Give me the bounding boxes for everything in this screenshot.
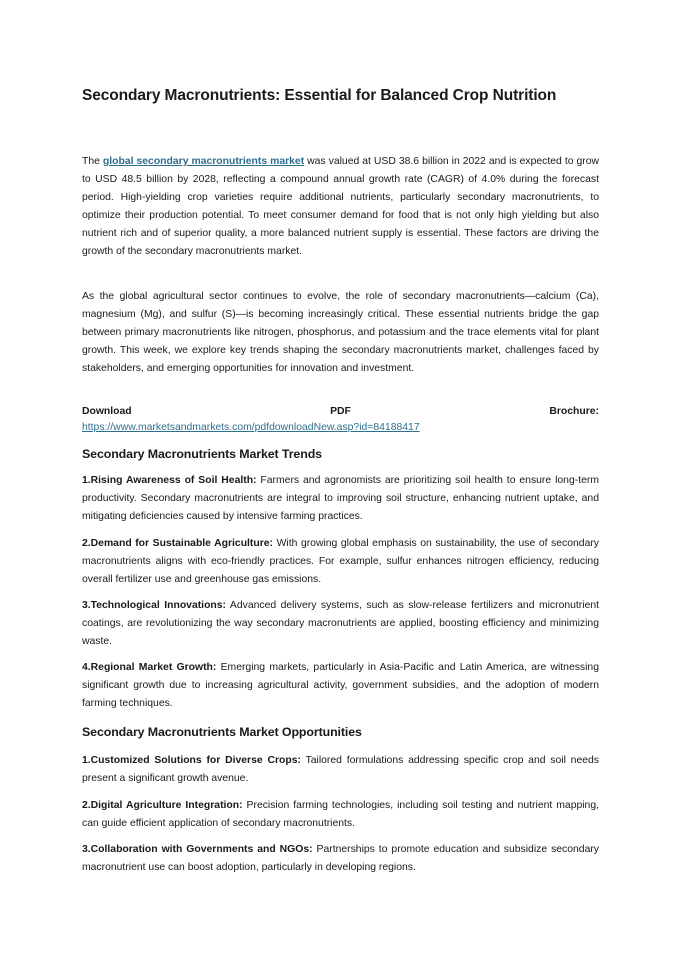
trend-item <box>82 472 599 526</box>
opportunity-item <box>82 841 599 877</box>
trends-heading: Secondary Macronutrients Market Trends <box>82 447 322 461</box>
trend-item <box>82 597 599 651</box>
market-link[interactable]: global secondary macronutrients market <box>102 156 305 167</box>
download-brochure-row <box>82 404 599 420</box>
intro-paragraph <box>82 153 599 261</box>
trend-text: Advanced delivery systems, such as slow-release fertilizers and micronutrient coatings, are revolutionizing the way secondary macronutrients are applied, boosting efficiency and minimizing waste. <box>82 600 600 647</box>
intro-prefix: The <box>82 156 103 167</box>
opportunity-text: Precision farming technologies, including soil testing and nutrient mapping, can guide efficient application of secondary macronutrients. <box>82 800 600 829</box>
opportunities-heading: Secondary Macronutrients Market Opportunities <box>82 725 362 739</box>
trend-item <box>82 535 599 589</box>
trend-label: 2.Demand for Sustainable Agriculture: <box>82 538 274 549</box>
opportunity-text: Tailored formulations addressing specific crop and soil needs present a significant growth avenue. <box>82 755 599 784</box>
opportunity-label: 2.Digital Agriculture Integration: <box>82 800 243 811</box>
trend-text: Emerging markets, particularly in Asia-Pacific and Latin America, are witnessing significant growth due to increasing agricultural activity, government subsidies, and the adoption of modern farming techniques. <box>82 662 599 709</box>
overview-paragraph: As the global agricultural sector continues to evolve, the role of secondary macronutrients—calcium (Ca), magnesium (Mg), and sulfur (S)—is becoming increasingly critical. These essential nutrients bridge the gap between primary macronutrients like nitrogen, phosphorus, and potassium and the trace elements vital for plant growth. This week, we explore key trends shaping the secondary macronutrients market, challenges faced by stakeholders, and emerging opportunities for innovation and investment. <box>82 291 599 374</box>
brochure-word: Brochure: <box>549 406 599 417</box>
opportunity-label: 3.Collaboration with Governments and NGOs: <box>82 844 313 855</box>
trend-text: With growing global emphasis on sustainability, the use of secondary macronutrients aligns with eco-friendly practices. For example, sulfur enhances nitrogen efficiency, reducing overall fertilizer use and greenhouse gas emissions. <box>82 538 600 585</box>
opportunity-text: Partnerships to promote education and subsidize secondary macronutrient use can boost adoption, particularly in developing regions. <box>82 844 600 873</box>
opportunity-item <box>82 797 599 833</box>
brochure-link[interactable]: https://www.marketsandmarkets.com/pdfdownloadNew.asp?id=84188417 <box>82 422 420 433</box>
trend-label: 3.Technological Innovations: <box>82 600 227 611</box>
trend-item <box>82 659 599 713</box>
trend-label: 4.Regional Market Growth: <box>82 662 217 673</box>
trend-text: Farmers and agronomists are prioritizing soil health to ensure long-term productivity. Secondary macronutrients are integral to improving soil structure, enhancing nutrient uptake, and mitigating deficiencies caused by intensive farming practices. <box>82 475 599 522</box>
intro-rest: was valued at USD 38.6 billion in 2022 and is expected to grow to USD 48.5 billion by 2028, reflecting a compound annual growth rate (CAGR) of 4.0% during the forecast period. High-yielding crop varieties require additional nutrients, particularly secondary macronutrients, to optimize their production potential. To meet consumer demand for food that is not only high yielding but also nutrient rich and of superior quality, a more balanced nutrient supply is essential. These factors are driving the growth of the secondary macronutrients market. <box>82 156 599 257</box>
download-word: Download <box>82 406 132 417</box>
opportunity-item <box>82 752 599 788</box>
pdf-word: PDF <box>330 406 351 417</box>
page-title: Secondary Macronutrients: Essential for Balanced Crop Nutrition <box>82 87 557 104</box>
trend-label: 1.Rising Awareness of Soil Health: <box>82 475 257 486</box>
opportunity-label: 1.Customized Solutions for Diverse Crops: <box>82 755 301 766</box>
